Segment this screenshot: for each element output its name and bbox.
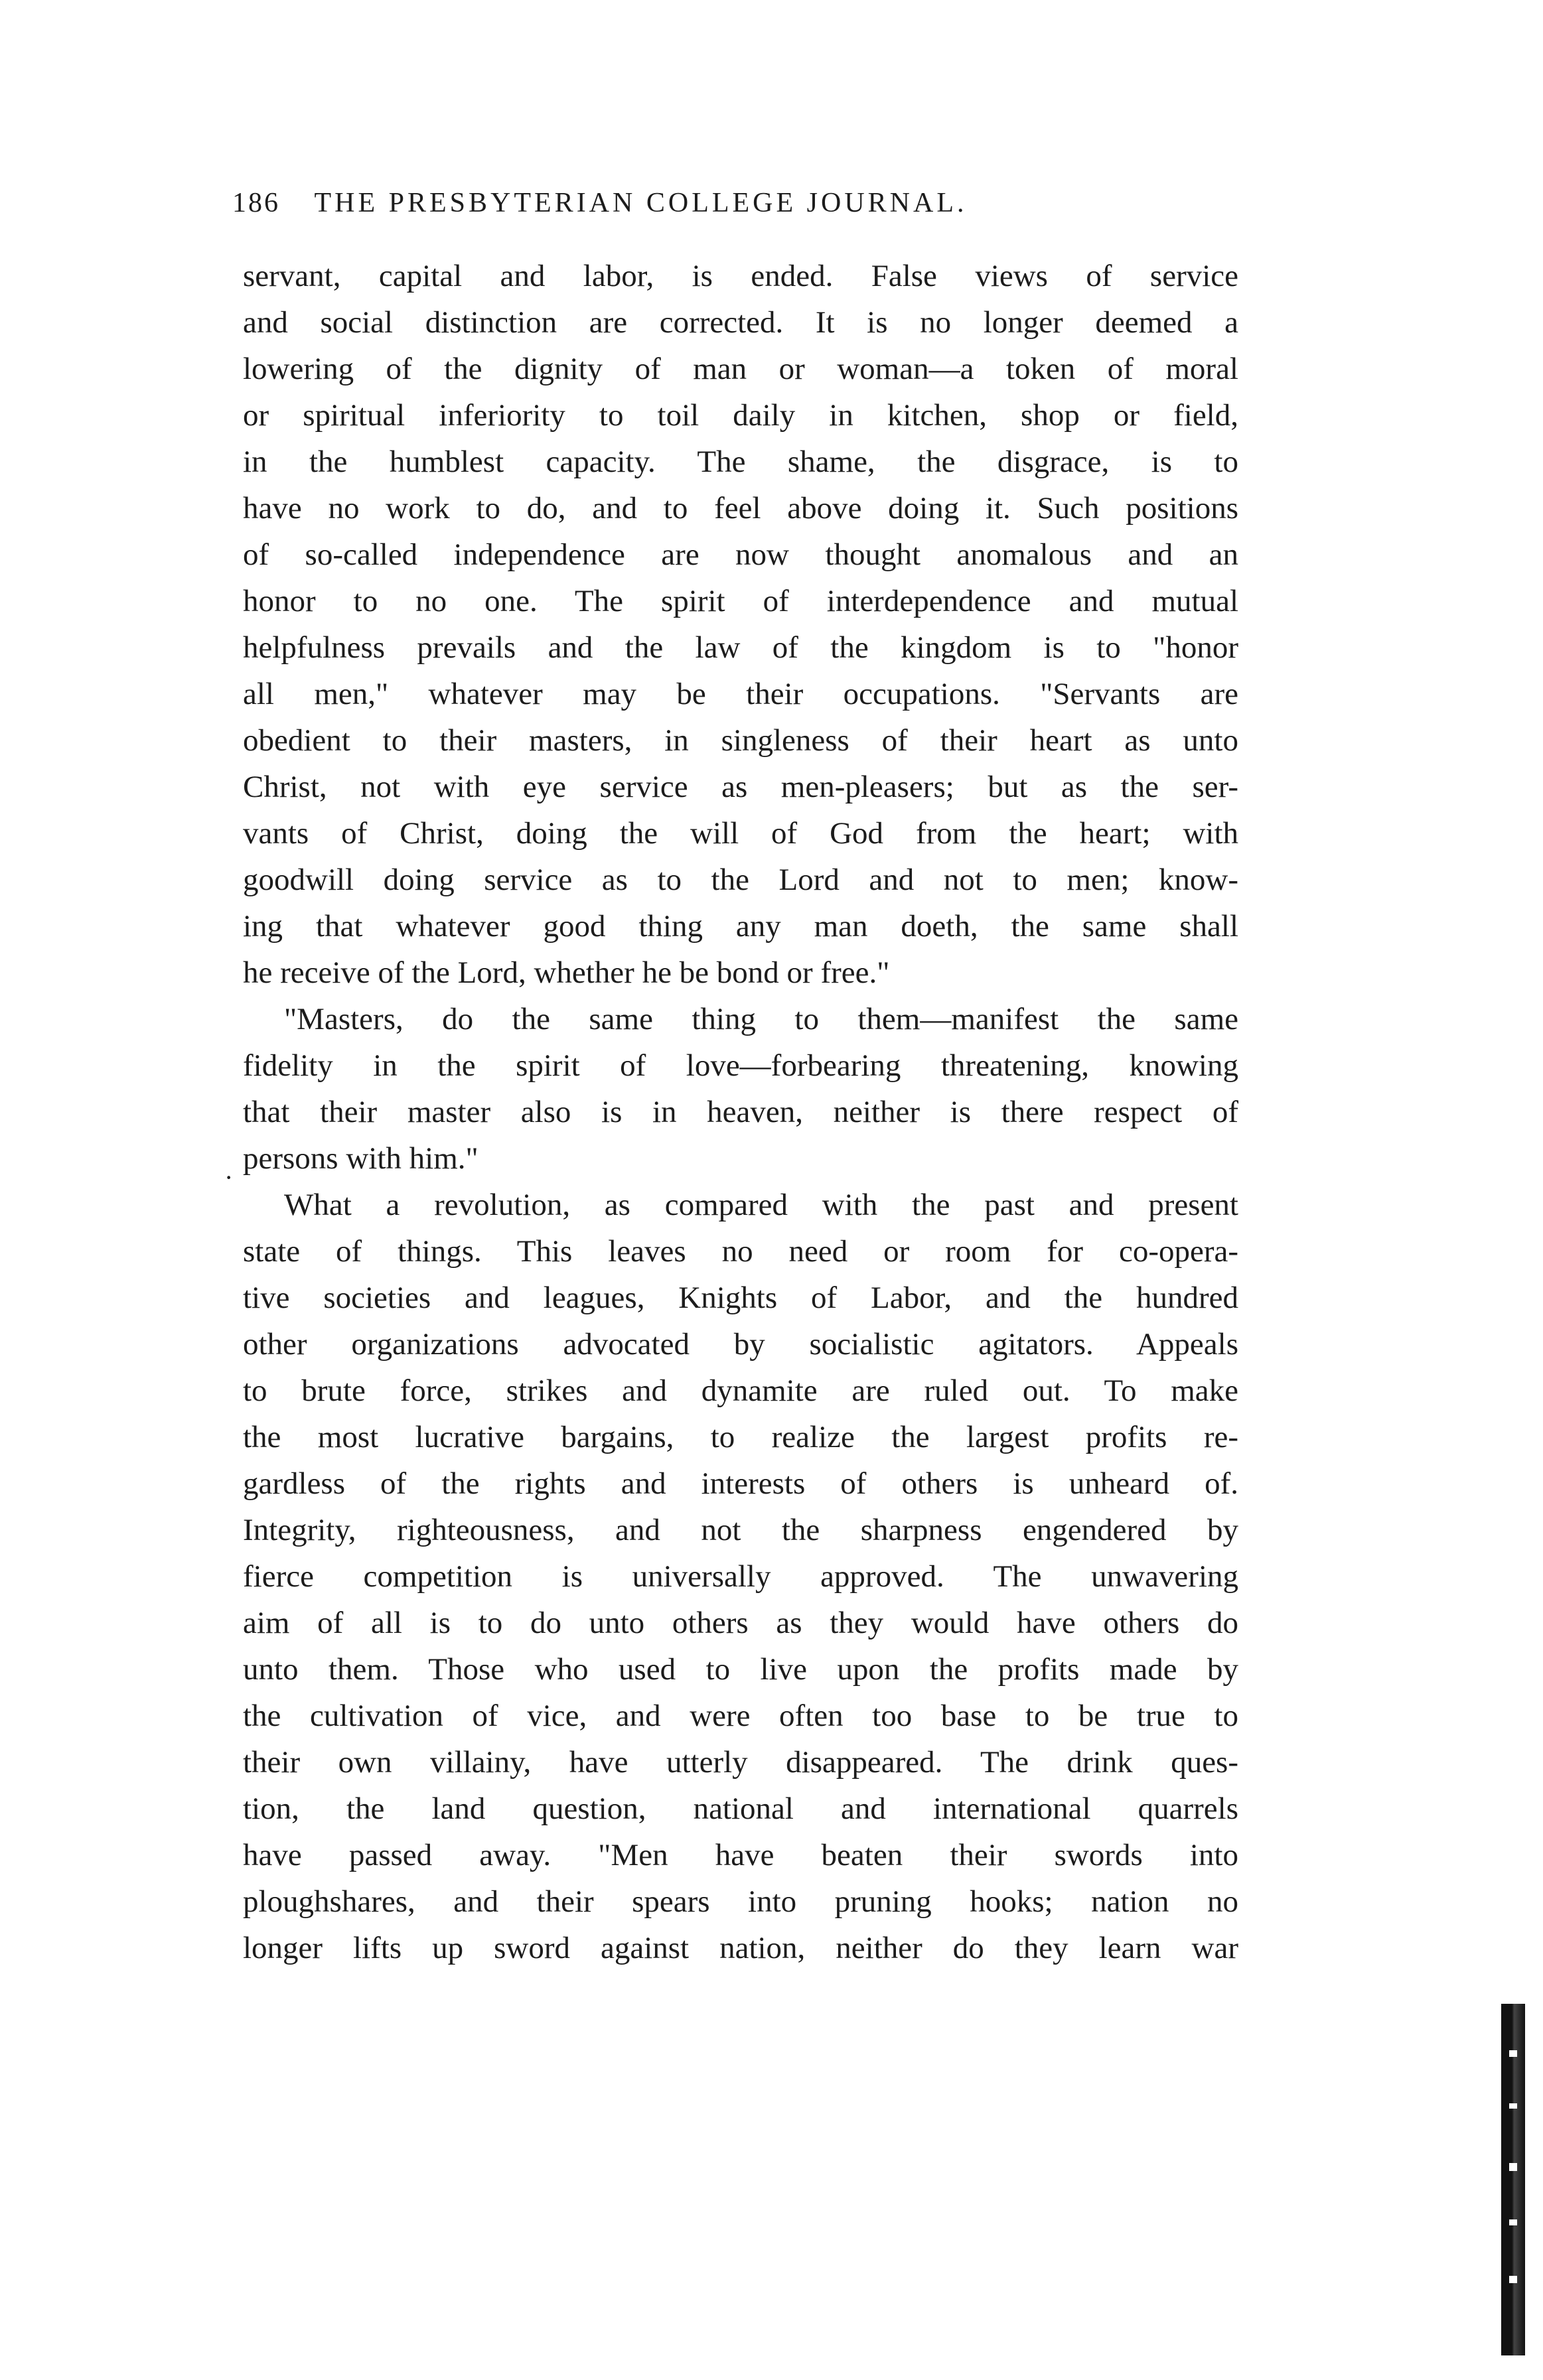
text-line: unto them. Those who used to live upon the profits made by <box>243 1652 1238 1687</box>
scan-edge-notch <box>1509 2219 1517 2225</box>
text-line: all men," whatever may be their occupations. "Servants are <box>243 677 1238 711</box>
text-line: have passed away. "Men have beaten their swords into <box>243 1838 1238 1872</box>
text-line: helpfulness prevails and the law of the kingdom is to "honor <box>243 630 1238 665</box>
text-line: other organizations advocated by socialistic agitators. Appeals <box>243 1327 1238 1362</box>
text-line: servant, capital and labor, is ended. False views of service <box>243 259 1238 293</box>
text-line: persons with him." <box>243 1141 478 1176</box>
text-line: tive societies and leagues, Knights of Labor, and the hundred <box>243 1281 1238 1315</box>
text-line: vants of Christ, doing the will of God from the heart; with <box>243 816 1238 851</box>
body-text <box>243 253 1238 1971</box>
scan-edge-notch <box>1509 2276 1517 2283</box>
text-line: obedient to their masters, in singleness of their heart as unto <box>243 723 1238 758</box>
margin-mark: · <box>224 1162 234 1192</box>
text-line: have no work to do, and to feel above doing it. Such positions <box>243 491 1238 525</box>
text-line: of so-called independence are now thought anomalous and an <box>243 537 1238 572</box>
running-header <box>232 187 1268 234</box>
text-line: fierce competition is universally approved. The unwavering <box>243 1559 1238 1594</box>
running-title: THE PRESBYTERIAN COLLEGE JOURNAL. <box>314 188 968 218</box>
text-line: aim of all is to do unto others as they would have others do <box>243 1606 1238 1640</box>
text-line: and social distinction are corrected. It is no longer deemed a <box>243 305 1238 340</box>
text-line: "Masters, do the same thing to them—manifest the same <box>284 1002 1238 1036</box>
text-line: Integrity, righteousness, and not the sharpness engendered by <box>243 1513 1238 1547</box>
scan-edge-notch <box>1509 2103 1517 2109</box>
text-line: their own villainy, have utterly disappeared. The drink ques- <box>243 1745 1238 1780</box>
text-line: the most lucrative bargains, to realize the largest profits re- <box>243 1420 1238 1454</box>
text-line: that their master also is in heaven, neither is there respect of <box>243 1095 1238 1129</box>
text-line: fidelity in the spirit of love—forbearing threatening, knowing <box>243 1048 1238 1083</box>
text-line: honor to no one. The spirit of interdependence and mutual <box>243 584 1238 618</box>
text-line: goodwill doing service as to the Lord and not to men; know- <box>243 863 1238 897</box>
scan-edge-notch <box>1509 2163 1517 2171</box>
text-line: tion, the land question, national and international quarrels <box>243 1791 1238 1826</box>
text-line: lowering of the dignity of man or woman—a token of moral <box>243 352 1238 386</box>
page-number: 186 <box>232 188 280 218</box>
text-line: gardless of the rights and interests of others is unheard of. <box>243 1466 1238 1501</box>
text-line: he receive of the Lord, whether he be bond or free." <box>243 955 890 990</box>
text-line: state of things. This leaves no need or room for co-opera- <box>243 1234 1238 1269</box>
text-line: What a revolution, as compared with the past and present <box>284 1188 1238 1222</box>
text-line: ploughshares, and their spears into pruning hooks; nation no <box>243 1884 1238 1919</box>
text-line: longer lifts up sword against nation, neither do they learn war <box>243 1931 1238 1965</box>
text-line: the cultivation of vice, and were often too base to be true to <box>243 1699 1238 1733</box>
text-line: in the humblest capacity. The shame, the disgrace, is to <box>243 445 1238 479</box>
text-line: Christ, not with eye service as men-pleasers; but as the ser- <box>243 770 1238 804</box>
text-line: to brute force, strikes and dynamite are ruled out. To make <box>243 1373 1238 1408</box>
text-line: or spiritual inferiority to toil daily in kitchen, shop or field, <box>243 398 1238 433</box>
text-line: ing that whatever good thing any man doeth, the same shall <box>243 909 1238 944</box>
scan-edge-notch <box>1509 2050 1517 2057</box>
